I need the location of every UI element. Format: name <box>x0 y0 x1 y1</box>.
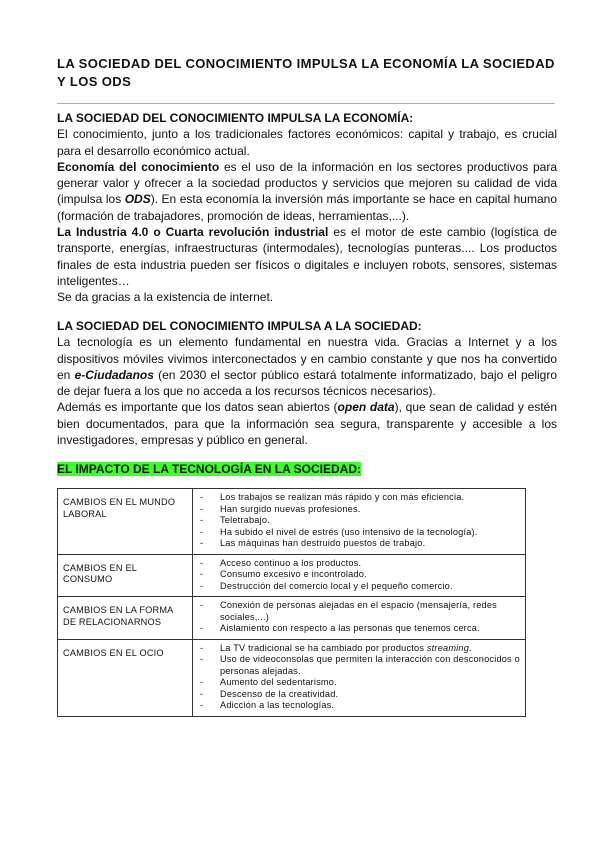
change-list <box>200 643 520 712</box>
change-list <box>200 600 520 635</box>
section-society-heading: LA SOCIEDAD DEL CONOCIMIENTO IMPULSA A LA SOCIEDAD: <box>57 319 422 333</box>
list-item: - Aislamiento con respecto a las personas que tenemos cerca. <box>200 623 520 635</box>
list-item: - Conexión de personas alejadas en el espacio (mensajería, redes sociales,...) <box>200 600 520 623</box>
paragraph <box>57 334 557 399</box>
table-category: CAMBIOS EN EL OCIO <box>58 639 193 716</box>
list-item: - Destrucción del comercio local y el pequeño comercio. <box>200 581 520 593</box>
change-list <box>200 558 520 593</box>
list-item: - Descenso de la creatividad. <box>200 689 520 701</box>
section-impact <box>57 461 557 477</box>
term-ods: ODS <box>124 192 151 207</box>
term-economia-conocimiento: Economía del conocimiento <box>57 159 220 174</box>
paragraph <box>57 399 557 448</box>
section-impact-heading: EL IMPACTO DE LA TECNOLOGÍA EN LA SOCIEDAD: <box>57 462 362 476</box>
paragraph-text: Además es importante que los datos sean abiertos ( <box>57 400 338 415</box>
list-item <box>200 643 520 655</box>
paragraph-text: (en 2030 el sector público estará totalmente informatizado, bajo el peligro de dejar fuera a los que no acceda a los recursos técnicos necesarios). <box>57 367 558 399</box>
list-item: - Las máquinas han destruido puestos de trabajo. <box>200 538 520 550</box>
table-row <box>58 489 526 555</box>
table-category: CAMBIOS EN LA FORMA DE RELACIONARNOS <box>58 597 193 640</box>
change-list <box>200 492 520 550</box>
term-streaming: streaming <box>426 642 470 653</box>
list-item: - Teletrabajo. <box>200 515 520 527</box>
paragraph-text: ), que sean de calidad y estén bien documentados, para que la información sea segura, transparente y accesible a los investigadores, empresas y público en general. <box>57 400 558 448</box>
table-row <box>58 639 526 716</box>
list-item: - Ha subido el nivel de estrés (uso intensivo de la tecnología). <box>200 527 520 539</box>
paragraph-text: es el motor de este cambio (logística de transporte, energías, infraestructuras (intermodales), tecnologías punteras.... Los productos finales de esta industria pueden ser físicos o digitales e incluyen robots, sensores, sistemas inteligentes… <box>57 225 558 288</box>
list-item: - Consumo excesivo e incontrolado. <box>200 569 520 581</box>
table-row <box>58 597 526 640</box>
table-row <box>58 554 526 597</box>
term-e-ciudadanos: e-Ciudadanos <box>74 367 154 382</box>
table-category: CAMBIOS EN EL CONSUMO <box>58 554 193 597</box>
table-category: CAMBIOS EN EL MUNDO LABORAL <box>58 489 193 555</box>
list-item: - Han surgido nuevas profesiones. <box>200 504 520 516</box>
list-item-text: . <box>469 642 472 653</box>
paragraph <box>57 224 557 289</box>
paragraph-text: La tecnología es un elemento fundamental en nuestra vida. Gracias a Internet y a los dispositivos móviles vivimos interconectados y en cambio constante y que nos ha convertido en <box>57 335 557 382</box>
list-item: - Los trabajos se realizan más rápido y con más eficiencia. <box>200 492 520 504</box>
list-item: - Uso de videoconsolas que permiten la interacción con desconocidos o personas alejadas. <box>200 654 520 677</box>
list-item: - Aumento del sedentarismo. <box>200 677 520 689</box>
list-item: - Acceso continuo a los productos. <box>200 558 520 570</box>
paragraph: Se da gracias a la existencia de internet. <box>57 290 274 305</box>
document-title: LA SOCIEDAD DEL CONOCIMIENTO IMPULSA LA ECONOMÍA LA SOCIEDAD Y LOS ODS <box>57 56 555 89</box>
paragraph: El conocimiento, junto a los tradicionales factores económicos: capital y trabajo, es crucial para el desarrollo económico actual. <box>57 127 557 158</box>
term-open-data: open data <box>337 400 395 415</box>
section-society <box>57 318 557 448</box>
section-economy-heading: LA SOCIEDAD DEL CONOCIMIENTO IMPULSA LA ECONOMÍA: <box>57 111 414 125</box>
paragraph <box>57 159 557 224</box>
list-item-text: La TV tradicional se ha cambiado por productos <box>220 642 427 653</box>
paragraph-text: es el uso de la información en los sectores productivos para generar valor y ofrecer a la sociedad productos y servicios que mejoren su calidad de vida (impulsa los <box>57 159 558 207</box>
section-economy <box>57 110 557 306</box>
title-divider <box>57 103 555 104</box>
impact-table <box>57 488 526 717</box>
list-item: - Adicción a las tecnologías. <box>200 700 520 712</box>
term-industria-4: La Industria 4.0 o Cuarta revolución industrial <box>57 225 329 240</box>
paragraph-text: ). En esta economía la inversión más importante se hace en capital humano (formación de trabajadores, promoción de ideas, herramientas,...). <box>57 192 557 223</box>
